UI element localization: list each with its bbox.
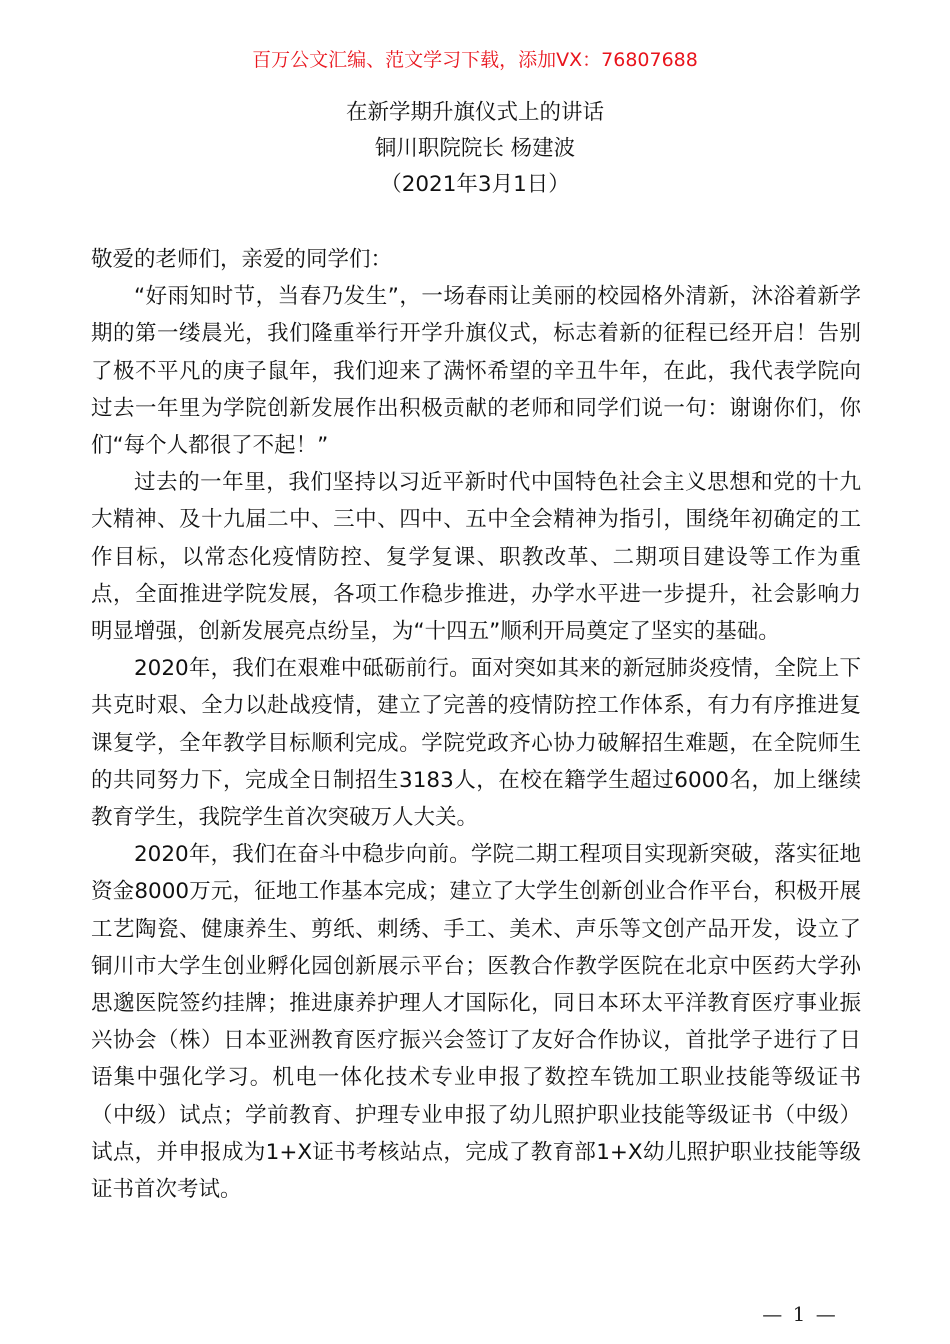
page-number: — 1 —: [762, 1302, 838, 1326]
paragraph-2020-hardship: 2020年，我们在艰难中砥砺前行。面对突如其来的新冠肺炎疫情，全院上下共克时艰、全力以赴战疫情，建立了完善的疫情防控工作体系，有力有序推进复课复学，全年教学目标顺利完成。学院党政齐心协力破解招生难题，在全院师生的共同努力下，完成全日制招生3183人，在校在籍学生超过6000名，加上继续教育学生，我院学生首次突破万人大关。: [91, 656, 861, 831]
speech-body: [91, 241, 861, 1208]
title-block: [0, 95, 950, 203]
salutation: 敬爱的老师们，亲爱的同学们：: [91, 247, 393, 272]
paragraph-opening: “好雨知时节，当春乃发生”，一场春雨让美丽的校园格外清新，沐浴着新学期的第一缕晨光，我们隆重举行开学升旗仪式，标志着新的征程已经开启！告别了极不平凡的庚子鼠年，我们迎来了满怀希望的辛丑牛年，在此，我代表学院向过去一年里为学院创新发展作出积极贡献的老师和同学们说一句：谢谢你们，你们“每个人都很了不起！”: [91, 284, 861, 459]
paragraph-2020-progress: 2020年，我们在奋斗中稳步向前。学院二期工程项目实现新突破，落实征地资金8000万元，征地工作基本完成；建立了大学生创新创业合作平台，积极开展工艺陶瓷、健康养生、剪纸、刺绣、手工、美术、声乐等文创产品开发，设立了铜川市大学生创业孵化园创新展示平台；医教合作教学医院在北京中医药大学孙思邈医院签约挂牌；推进康养护理人才国际化，同日本环太平洋教育医疗事业振兴协会（株）日本亚洲教育医疗振兴会签订了友好合作协议，首批学子进行了日语集中强化学习。机电一体化技术专业申报了数控车铣加工职业技能等级证书（中级）试点；学前教育、护理专业申报了幼儿照护职业技能等级证书（中级）试点，并申报成为1+X证书考核站点，完成了教育部1+X幼儿照护职业技能等级证书首次考试。: [91, 842, 861, 1203]
speech-date: （2021年3月1日）: [380, 172, 570, 197]
download-banner: 百万公文汇编、范文学习下载，添加VX：76807688: [252, 49, 698, 71]
paragraph-review: 过去的一年里，我们坚持以习近平新时代中国特色社会主义思想和党的十九大精神、及十九届二中、三中、四中、五中全会精神为指引，围绕年初确定的工作目标，以常态化疫情防控、复学复课、职教改革、二期项目建设等工作为重点，全面推进学院发展，各项工作稳步推进，办学水平进一步提升，社会影响力明显增强，创新发展亮点纷呈，为“十四五”顺利开局奠定了坚实的基础。: [91, 470, 861, 645]
speaker-line: 铜川职院院长 杨建波: [374, 136, 576, 161]
speech-title: 在新学期升旗仪式上的讲话: [345, 100, 604, 125]
